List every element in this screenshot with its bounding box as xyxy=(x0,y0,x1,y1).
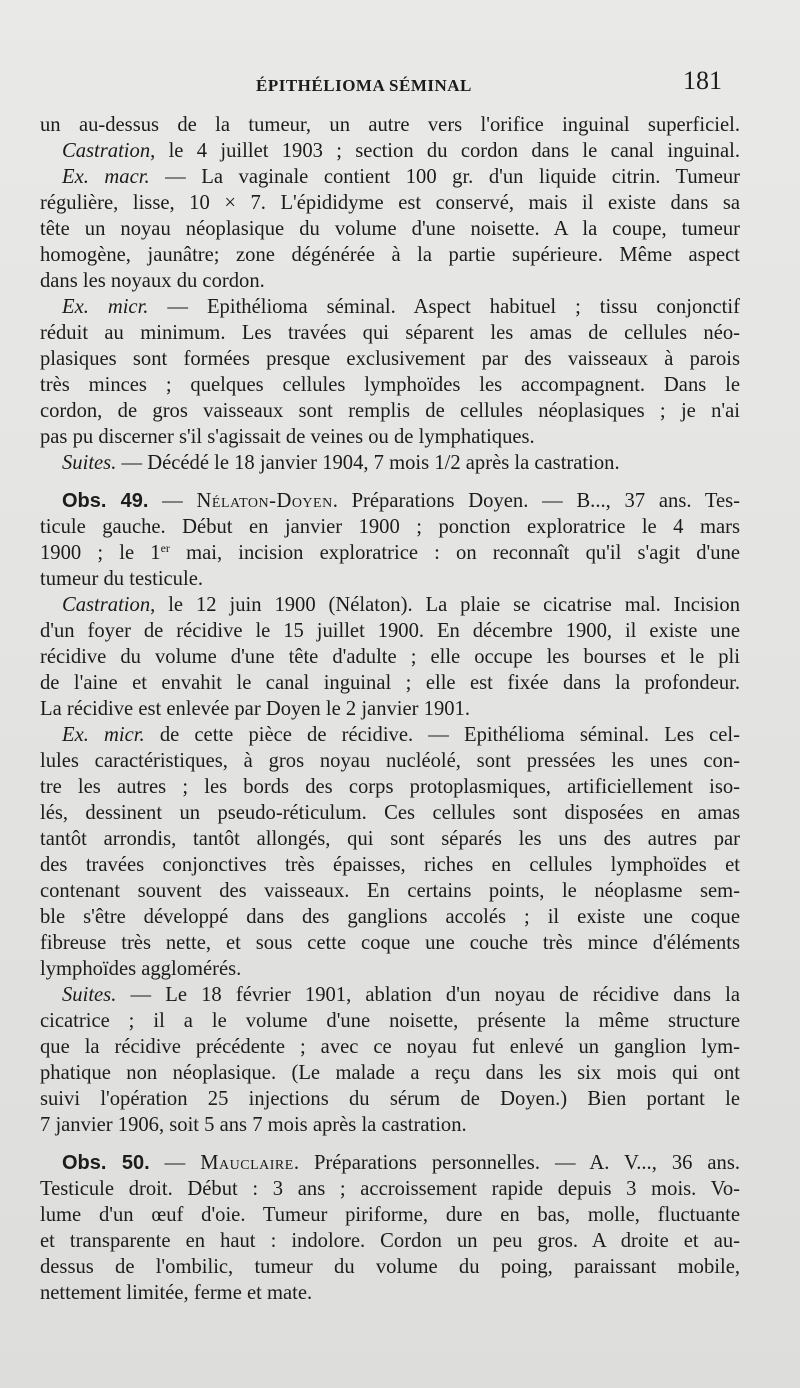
text-line: plasiques sont formées presque exclusivement par des vaisseaux à parois xyxy=(40,348,740,370)
text-line: dessus de l'ombilic, tumeur du volume du poing, paraissant mobile, xyxy=(40,1256,740,1278)
text-line: un au-dessus de la tumeur, un autre vers l'orifice inguinal superficiel. xyxy=(40,114,740,136)
text-line: que la récidive précédente ; avec ce noyau fut enlevé un ganglion lym- xyxy=(40,1036,740,1058)
text-line: contenant souvent des vaisseaux. En certains points, le néoplasme sem- xyxy=(40,880,740,902)
text-line: des travées conjonctives très épaisses, riches en cellules lymphoïdes et xyxy=(40,854,740,876)
text-line: très minces ; quelques cellules lymphoïdes les accompagnent. Dans le xyxy=(40,374,740,396)
text-line: Castration, le 12 juin 1900 (Nélaton). La plaie se cicatrise mal. Incision xyxy=(62,594,740,616)
text-line: et transparente en haut : indolore. Cordon un peu gros. A droite et au- xyxy=(40,1230,740,1252)
ex-macr-heading: Ex. macr. xyxy=(62,166,150,188)
text-line: suivi l'opération 25 injections du sérum de Doyen.) Bien portant le xyxy=(40,1088,740,1110)
text-line: Ex. micr. — Epithélioma séminal. Aspect habituel ; tissu conjonctif xyxy=(62,296,740,318)
ex-micr-heading: Ex. micr. xyxy=(62,296,149,318)
page-number: 181 xyxy=(683,66,722,95)
text-line: Testicule droit. Début : 3 ans ; accroissement rapide depuis 3 mois. Vo- xyxy=(40,1178,740,1200)
text-line: lules caractéristiques, à gros noyau nucléolé, sont pressées les unes con- xyxy=(40,750,740,772)
text-line: ble s'être développé dans des ganglions accolés ; il existe une coque xyxy=(40,906,740,928)
text-line: homogène, jaunâtre; zone dégénérée à la partie supérieure. Même aspect xyxy=(40,244,740,266)
text-line: 7 janvier 1906, soit 5 ans 7 mois après la castration. xyxy=(40,1114,467,1136)
obs-49-label: Obs. 49. xyxy=(62,490,149,512)
text-line: tre les autres ; les bords des corps protoplasmiques, artificiellement iso- xyxy=(40,776,740,798)
text-line: Ex. macr. — La vaginale contient 100 gr. d'un liquide citrin. Tumeur xyxy=(62,166,740,188)
text-line: de l'aine et envahit le canal inguinal ; elle est fixée dans la profondeur. xyxy=(40,672,740,694)
text-line: fibreuse très nette, et sous cette coque une couche très mince d'éléments xyxy=(40,932,740,954)
text-line: réduit au minimum. Les travées qui séparent les amas de cellules néo- xyxy=(40,322,740,344)
text-line: La récidive est enlevée par Doyen le 2 janvier 1901. xyxy=(40,698,470,720)
obs-50-author: Mauclaire xyxy=(200,1152,294,1174)
text-line: Suites. — Décédé le 18 janvier 1904, 7 mois 1/2 après la castration. xyxy=(62,452,620,474)
text-line: nettement limitée, ferme et mate. xyxy=(40,1282,313,1304)
text-line: tête un noyau néoplasique du volume d'une noisette. A la coupe, tumeur xyxy=(40,218,740,240)
text-line: cordon, de gros vaisseaux sont remplis de cellules néoplasiques ; je n'ai xyxy=(40,400,740,422)
ex-micr-heading: Ex. micr. xyxy=(62,724,145,746)
text-line: d'un foyer de récidive le 15 juillet 1900. En décembre 1900, il existe une xyxy=(40,620,740,642)
text-line: ticule gauche. Début en janvier 1900 ; ponction exploratrice le 4 mars xyxy=(40,516,740,538)
text-line: lés, dessinent un pseudo-réticulum. Ces cellules sont disposées en amas xyxy=(40,802,740,824)
text-line: Suites. — Le 18 février 1901, ablation d'un noyau de récidive dans la xyxy=(62,984,740,1006)
suites-heading: Suites. xyxy=(62,452,117,474)
castration-heading: Castration xyxy=(62,140,151,162)
body-text xyxy=(40,112,740,1306)
castration-heading: Castration xyxy=(62,594,151,616)
text-line: tantôt arrondis, tantôt allongés, qui sont séparés les uns des autres par xyxy=(40,828,740,850)
text-line: Castration, le 4 juillet 1903 ; section du cordon dans le canal inguinal. xyxy=(62,140,740,162)
text-line: Ex. micr. de cette pièce de récidive. — Epithélioma séminal. Les cel- xyxy=(62,724,740,746)
text-line: régulière, lisse, 10 × 7. L'épididyme est conservé, mais il existe dans sa xyxy=(40,192,740,214)
text-line: dans les noyaux du cordon. xyxy=(40,270,265,292)
text-line: Obs. 49. — Nélaton-Doyen. Préparations Doyen. — B..., 37 ans. Tes- xyxy=(62,490,741,512)
text-line: phatique non néoplasique. (Le malade a reçu dans les six mois qui ont xyxy=(40,1062,740,1084)
text-line: 1900 ; le 1er mai, incision exploratrice : on reconnaît qu'il s'agit d'une xyxy=(40,541,741,564)
text-line: lymphoïdes agglomérés. xyxy=(40,958,242,980)
obs-49-author: Nélaton-Doyen xyxy=(196,490,333,512)
text-line: pas pu discerner s'il s'agissait de veines ou de lymphatiques. xyxy=(40,426,535,448)
suites-heading: Suites. xyxy=(62,984,117,1006)
obs-50-label: Obs. 50. xyxy=(62,1152,150,1174)
text-line: lume d'un œuf d'oie. Tumeur piriforme, dure en bas, molle, fluctuante xyxy=(40,1204,740,1226)
running-header: ÉPITHÉLIOMA SÉMINAL xyxy=(256,76,472,95)
text-line: cicatrice ; il a le volume d'une noisette, présente la même structure xyxy=(40,1010,740,1032)
text-line: récidive du volume d'une tête d'adulte ; elle occupe les bourses et le pli xyxy=(40,646,740,668)
text-line: tumeur du testicule. xyxy=(40,568,203,590)
text-line: Obs. 50. — Mauclaire. Préparations personnelles. — A. V..., 36 ans. xyxy=(62,1152,741,1174)
